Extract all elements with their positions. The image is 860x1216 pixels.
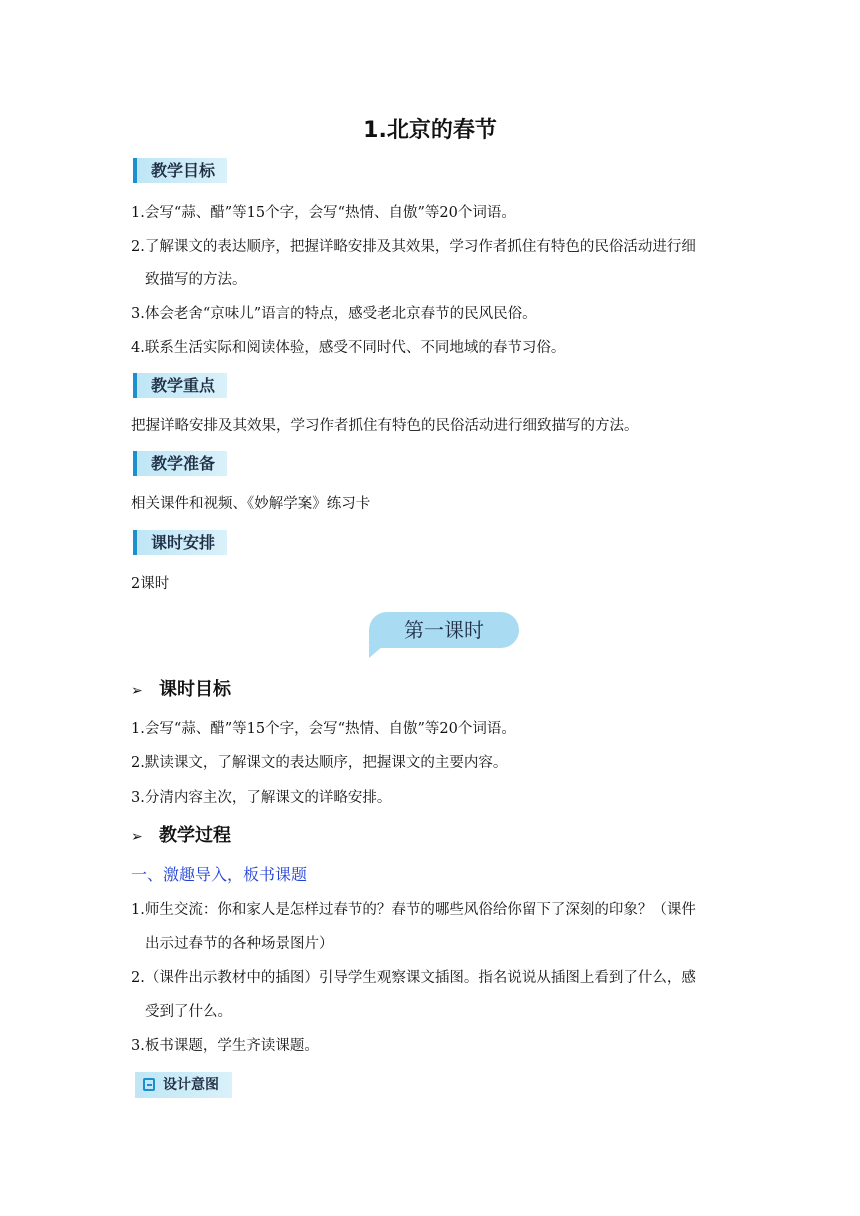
part1-item-1-cont: 出示过春节的各种场景图片） xyxy=(145,936,334,952)
section-tag-preparation: 教学准备 xyxy=(133,451,227,476)
banner-tail xyxy=(369,646,383,658)
goal-item-2: 2.了解课文的表达顺序，把握详略安排及其效果，学习作者抓住有特色的民俗活动进行细 xyxy=(131,239,696,255)
part1-item-1: 1.师生交流：你和家人是怎样过春节的？春节的哪些风俗给你留下了深刻的印象？（课件 xyxy=(131,902,696,918)
lesson-goals-heading-text: 课时目标 xyxy=(159,679,231,700)
lesson-goal-2: 2.默读课文，了解课文的表达顺序，把握课文的主要内容。 xyxy=(131,755,508,771)
page-title: 1.北京的春节 xyxy=(363,118,497,143)
schedule-text: 2课时 xyxy=(131,576,170,592)
clipboard-icon xyxy=(143,1078,155,1091)
design-intent-label: 设计意图 xyxy=(163,1077,219,1093)
section-tag-key-points: 教学重点 xyxy=(133,373,227,398)
part1-item-3: 3.板书课题，学生齐读课题。 xyxy=(131,1038,319,1054)
process-heading xyxy=(131,824,231,849)
goal-item-2-cont: 致描写的方法。 xyxy=(145,272,247,288)
part1-item-2: 2.（课件出示教材中的插图）引导学生观察课文插图。指名说说从插图上看到了什么，感 xyxy=(131,970,696,986)
part1-item-2-cont: 受到了什么。 xyxy=(145,1004,232,1020)
goal-item-1: 1.会写“蒜、醋”等15个字，会写“热情、自傲”等20个词语。 xyxy=(131,205,516,221)
lesson-banner xyxy=(369,612,519,648)
section-tag-teaching-goals: 教学目标 xyxy=(133,158,227,183)
section-tag-schedule: 课时安排 xyxy=(133,530,227,555)
lesson-banner-label: 第一课时 xyxy=(404,618,484,642)
arrow-bullet-icon: ➢ xyxy=(131,683,143,699)
key-points-text: 把握详略安排及其效果，学习作者抓住有特色的民俗活动进行细致描写的方法。 xyxy=(131,418,639,434)
design-intent-tag xyxy=(135,1072,232,1098)
lesson-goals-heading xyxy=(131,678,231,703)
lesson-goal-3: 3.分清内容主次，了解课文的详略安排。 xyxy=(131,790,392,806)
process-heading-text: 教学过程 xyxy=(159,825,231,846)
goal-item-3: 3.体会老舍“京味儿”语言的特点，感受老北京春节的民风民俗。 xyxy=(131,306,537,322)
goal-item-4: 4.联系生活实际和阅读体验，感受不同时代、不同地域的春节习俗。 xyxy=(131,340,566,356)
arrow-bullet-icon: ➢ xyxy=(131,829,143,845)
preparation-text: 相关课件和视频、《妙解学案》练习卡 xyxy=(131,496,371,512)
lesson-goal-1: 1.会写“蒜、醋”等15个字，会写“热情、自傲”等20个词语。 xyxy=(131,721,516,737)
part1-title: 一、激趣导入，板书课题 xyxy=(131,865,308,884)
